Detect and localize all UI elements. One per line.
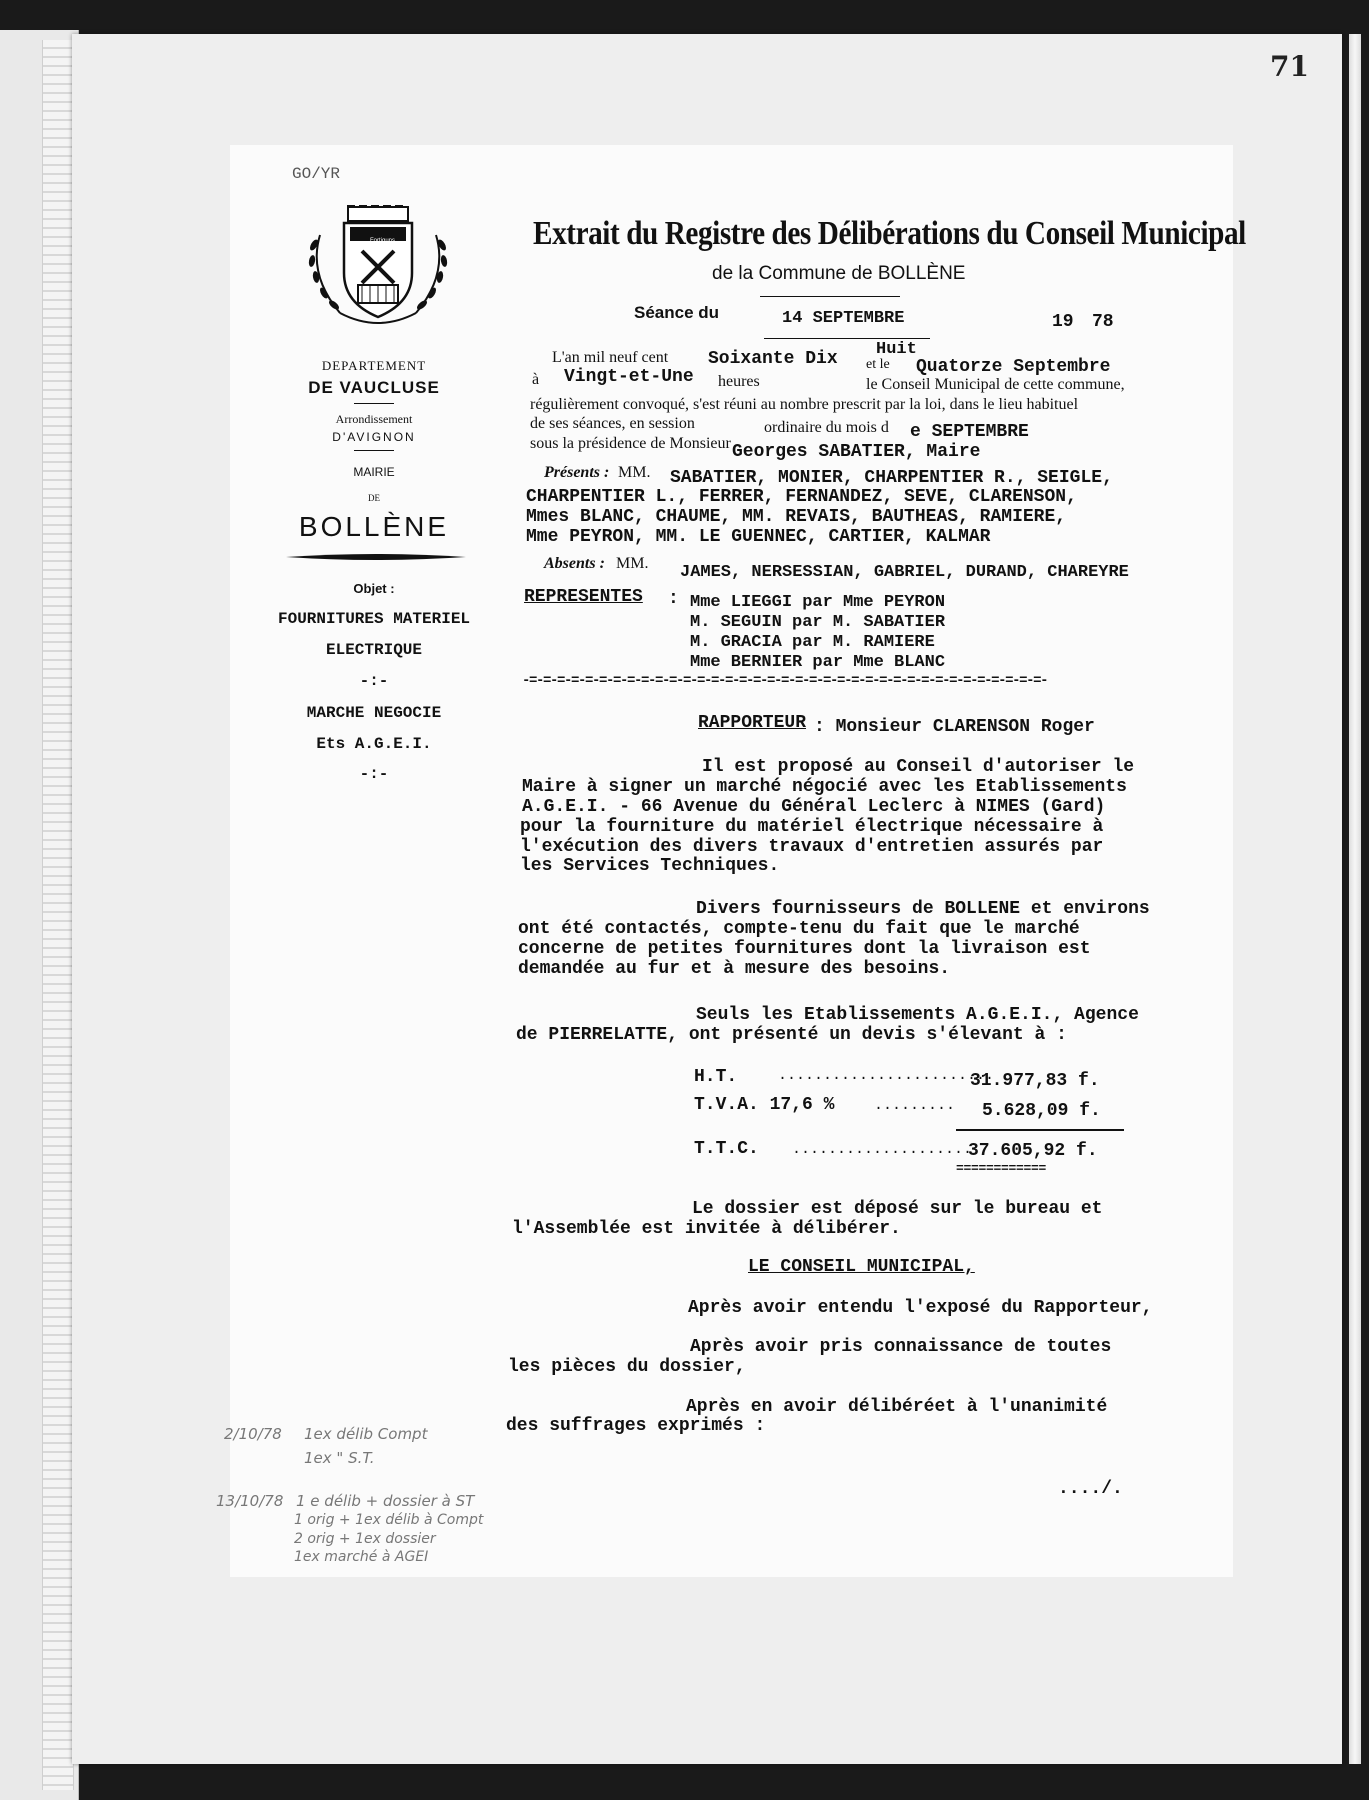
presents-line1: SABATIER, MONIER, CHARPENTIER R., SEIGLE, (670, 468, 1113, 488)
p2-line: demandée au fur et à mesure des besoins. (518, 959, 951, 979)
conclusion-line: les pièces du dossier, (508, 1357, 746, 1377)
reference-code: GO/YR (292, 165, 341, 183)
convoque-line: régulièrement convoqué, s'est réuni au nombre prescrit par la loi, dans le lieu habituel (530, 396, 1079, 413)
commune-name: BOLLÈNE (298, 511, 450, 542)
p3-line: Seuls les Etablissements A.G.E.I., Agence (696, 1005, 1139, 1025)
a-label: à (532, 371, 540, 388)
amount-label-ht: H.T. (694, 1067, 738, 1087)
p1-line: Il est proposé au Conseil d'autoriser le (702, 757, 1135, 777)
mois: e SEPTEMBRE (910, 422, 1029, 442)
continued-mark: ..../. (1058, 1479, 1123, 1499)
header-rule (764, 338, 930, 339)
divider (354, 403, 394, 404)
p2-line: Divers fournisseurs de BOLLENE et environs (696, 899, 1150, 919)
page-edge (1349, 34, 1361, 1764)
presents-line2: CHARPENTIER L., FERRER, FERNANDEZ, SEVE, CLARENSON, (526, 487, 1077, 507)
seance-label: Séance du (634, 303, 720, 322)
section-separator: -=-=-=-=-=-=-=-=-=-=-=-=-=-=-=-=-=-=-=-=-=-=-=-=-=-=-=-=-=-=-=-=-=-=-=-=-=- (522, 673, 1048, 689)
binder-spine (0, 30, 79, 1800)
crest-motto-line2: concordia fratrum (360, 245, 407, 251)
document-title: Extrait du Registre des Délibérations du Conseil Municipal (533, 215, 1246, 252)
document-sheet (216, 145, 1246, 1577)
seance-year-prefix: 19 (1052, 312, 1074, 332)
total-rule (956, 1129, 1124, 1131)
handwritten-note: 1 e délib + dossier à ST (296, 1492, 475, 1510)
handwritten-note: 1ex marché à AGEI (294, 1549, 429, 1565)
handwritten-note-date: 2/10/78 (224, 1425, 282, 1443)
document-subtitle: de la Commune de BOLLÈNE (712, 263, 966, 284)
p4-line: Le dossier est déposé sur le bureau et (692, 1199, 1103, 1219)
presents-line4: Mme PEYRON, MM. LE GUENNEC, CARTIER, KALMAR (526, 527, 991, 547)
amount-value-tva: 5.628,09 f. (982, 1101, 1101, 1121)
double-rule: ============ (956, 1161, 1047, 1176)
objet-separator: -:- (359, 672, 389, 690)
represente-item: Mme BERNIER par Mme BLANC (690, 653, 946, 672)
amount-value-ht: 31.977,83 f. (970, 1071, 1100, 1091)
handwritten-note: 1ex délib Compt (304, 1425, 428, 1443)
hour: Vingt-et-Une (564, 367, 694, 387)
binder-stitching (42, 40, 74, 1790)
amount-label-tva: T.V.A. 17,6 % (694, 1095, 835, 1115)
conclusion-line: Après avoir entendu l'exposé du Rapporteur, (688, 1298, 1153, 1318)
handwritten-note-date: 13/10/78 (216, 1492, 284, 1510)
an-label: L'an mil neuf cent (552, 349, 669, 366)
absents-label: Absents : (544, 555, 605, 572)
objet-label: Objet : (353, 581, 395, 596)
amount-dots: ..................... (792, 1141, 982, 1158)
et-le: et le (866, 357, 890, 372)
representes-label: REPRESENTES (524, 587, 643, 607)
ordinaire-label: ordinaire du mois d (764, 419, 889, 436)
presents-line3: Mmes BLANC, CHAUME, MM. REVAIS, BAUTHEAS, RAMIERE, (526, 507, 1067, 527)
represente-item: M. SEGUIN par M. SABATIER (690, 613, 946, 632)
conseil-line: le Conseil Municipal de cette commune, (866, 376, 1125, 393)
presents-label: Présents : (544, 464, 610, 481)
conclusion-line: Après avoir pris connaissance de toutes (690, 1337, 1112, 1357)
represente-item: M. GRACIA par M. RAMIERE (690, 633, 935, 652)
absents-mm: MM. (616, 555, 649, 572)
representes-colon: : (668, 589, 679, 609)
divider (354, 450, 394, 451)
rapporteur-label: RAPPORTEUR (698, 713, 807, 733)
p1-line: pour la fourniture du matériel électrique nécessaire à (520, 817, 1104, 837)
day-month: Quatorze Septembre (916, 357, 1111, 377)
objet-line2: ELECTRIQUE (325, 641, 422, 659)
p3-line: de PIERRELATTE, ont présenté un devis s'élevant à : (516, 1025, 1067, 1045)
seance-year: 78 (1092, 312, 1114, 332)
p2-line: concerne de petites fournitures dont la livraison est (518, 939, 1091, 959)
presents-mm: MM. (618, 464, 651, 481)
conclusion-line: des suffrages exprimés : (506, 1416, 766, 1436)
p4-line: l'Assemblée est invitée à délibérer. (512, 1219, 901, 1239)
objet-separator: -:- (359, 765, 389, 783)
departement-name: DE VAUCLUSE (308, 378, 440, 397)
heures-label: heures (718, 373, 760, 390)
presidence-label: sous la présidence de Monsieur (530, 435, 731, 452)
ornament-rule (286, 553, 466, 561)
arrondissement-label: Arrondissement (335, 412, 413, 426)
handwritten-note: 1ex " S.T. (304, 1449, 375, 1467)
conseil-heading: LE CONSEIL MUNICIPAL, (748, 1257, 975, 1277)
represente-item: Mme LIEGGI par Mme PEYRON (690, 593, 946, 612)
conclusion-line: Après en avoir délibéréet à l'unanimité (686, 1397, 1108, 1417)
mairie-label: MAIRIE (353, 465, 395, 479)
absents-list: JAMES, NERSESSIAN, GABRIEL, DURAND, CHAREYRE (680, 563, 1129, 582)
amount-dots: ......... (874, 1097, 956, 1114)
rapporteur-name: : Monsieur CLARENSON Roger (814, 717, 1095, 737)
page-number: 71 (1270, 50, 1309, 83)
objet-line3: MARCHE NEGOCIE (306, 704, 442, 722)
objet-line4: Ets A.G.E.I. (316, 735, 432, 753)
p1-line: A.G.E.I. - 66 Avenue du Général Leclerc à NIMES (Gard) (522, 797, 1106, 817)
header-rule (760, 296, 900, 297)
seances-line: de ses séances, en session (530, 415, 695, 432)
an-huit: Huit (876, 340, 917, 359)
handwritten-note: 1 orig + 1ex délib à Compt (294, 1512, 484, 1528)
p2-line: ont été contactés, compte-tenu du fait que le marché (518, 919, 1080, 939)
p1-line: les Services Techniques. (520, 856, 780, 876)
objet-line1: FOURNITURES MATERIEL (277, 610, 471, 628)
amount-value-ttc: 37.605,92 f. (968, 1141, 1098, 1161)
amount-dots: ........................ (778, 1067, 995, 1084)
handwritten-note: 2 orig + 1ex dossier (294, 1531, 436, 1547)
town-crest-logo (300, 205, 456, 333)
seance-date: 14 SEPTEMBRE (782, 309, 905, 328)
president: Georges SABATIER, Maire (732, 442, 981, 462)
crest-motto-line1: Fortiguns (370, 238, 396, 244)
an-year: Soixante Dix (708, 349, 838, 369)
p1-line: Maire à signer un marché négocié avec les Etablissements (522, 777, 1127, 797)
de-label: DE (368, 493, 380, 503)
departement-label: DEPARTEMENT (321, 358, 427, 373)
p1-line: l'exécution des divers travaux d'entretien assurés par (520, 837, 1104, 857)
amount-label-ttc: T.T.C. (694, 1139, 759, 1159)
arrondissement-name: D'AVIGNON (332, 430, 416, 444)
